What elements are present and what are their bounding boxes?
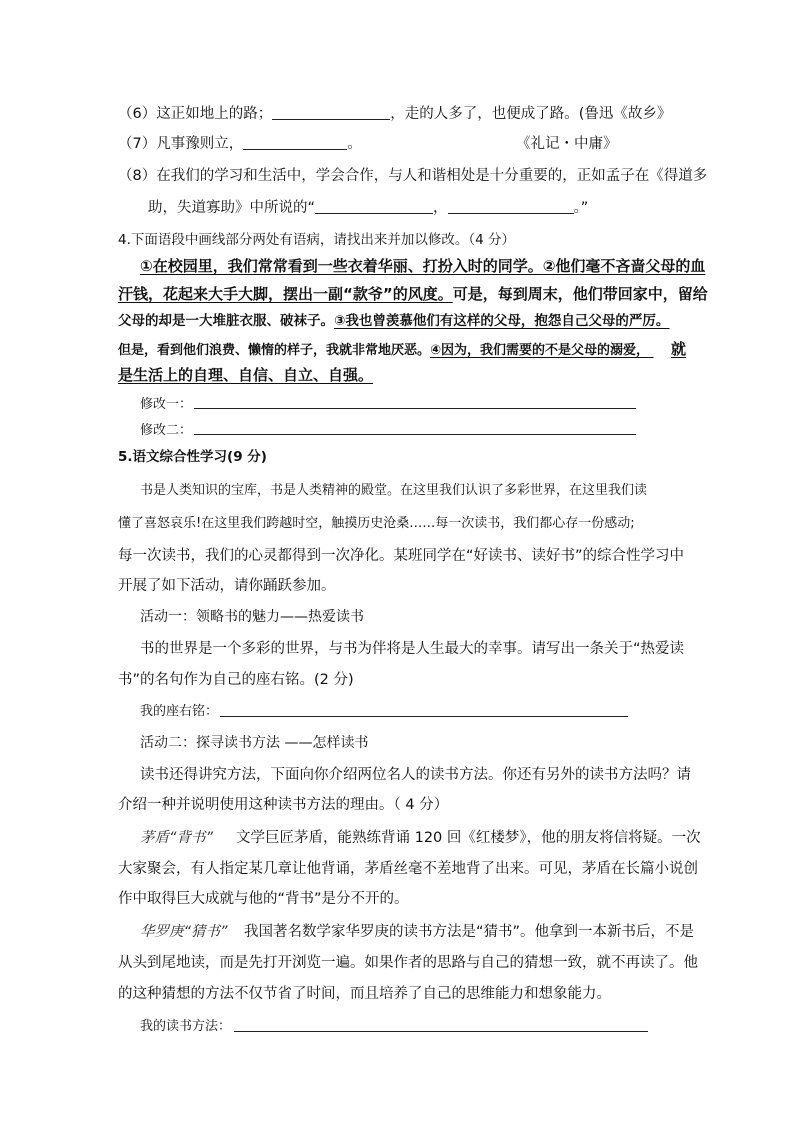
passage-sentence: ②他们毫不吝啬父母的血 — [542, 257, 706, 275]
underline-gap — [649, 341, 671, 361]
question-text: 这正如地上的路； — [156, 106, 273, 122]
question-5-title: 5.语文综合性学习(9 分) — [118, 449, 267, 465]
mao-dun-heading: 茅盾“背书” — [140, 830, 214, 846]
passage-sentence: 但是，看到他们浪费、懒惰的样子，我就非常地厌恶。 — [118, 343, 431, 358]
activity-1-line-2: 书”的名句作为自己的座右铭。(2 分) — [118, 672, 354, 688]
passage-line-2 — [118, 284, 708, 304]
answer-blank[interactable] — [243, 134, 347, 150]
question-8-line2 — [148, 198, 588, 218]
passage-sentence: ③我也曾羡慕他们有这样的父母，抱怨自己父母的严厉。 — [334, 313, 670, 329]
question-text: 助，失道寡助》中所说的“ — [148, 200, 316, 216]
question-7 — [118, 134, 362, 154]
passage-sentence: 是生活上的自理、自信、自立、自强。 — [118, 366, 374, 384]
hua-luogeng-line-2: 从头到尾地读，而是先打开浏览一遍。如果作者的思路与自己的猜想一致，就不再读了。他 — [118, 955, 698, 971]
mao-dun-line-1: 文学巨匠茅盾，能熟练背诵 120 回《红楼梦》，他的朋友将信将疑。一次 — [236, 830, 701, 846]
activity-2-title: 活动二：探寻读书方法 ——怎样读书 — [140, 735, 369, 751]
method-answer-line[interactable] — [234, 1031, 648, 1032]
question-8 — [118, 166, 707, 186]
method-label: 我的读书方法： — [140, 1019, 232, 1034]
question-number: （6） — [118, 106, 157, 122]
mao-dun-line-3: 作中取得巨大成就与他的“背书”是分不开的。 — [118, 891, 409, 907]
passage-sentence: ①在校园里，我们常常看到一些衣着华丽、打扮入时的同学。 — [140, 257, 543, 275]
question-4-title: 4.下面语段中画线部分两处有语病，请找出来并加以修改。（4 分） — [118, 232, 516, 248]
question-number: （8） — [118, 168, 157, 184]
question-6 — [118, 104, 671, 124]
question-text: 凡事豫则立， — [156, 136, 244, 152]
fix-2-label: 修改二： — [140, 423, 193, 438]
activity-1-line-1: 书的世界是一个多彩的世界，与书为伴将是人生最大的幸事。请写出一条关于“热爱读 — [140, 641, 685, 657]
passage-sentence: 父母的却是一大堆脏衣服、破袜子。 — [118, 313, 334, 329]
intro-line-4: 开展了如下活动，请你踊跃参加。 — [118, 578, 336, 594]
hua-luogeng-heading: 华罗庚“猜书” — [140, 924, 228, 940]
answer-blank[interactable] — [315, 198, 433, 214]
hua-luogeng-line-1: 我国著名数学家华罗庚的读书方法是“猜书”。他拿到一本新书后，不是 — [244, 924, 695, 940]
question-7-source: 《礼记・中庸》 — [516, 136, 618, 152]
intro-line-3: 每一次读书，我们的心灵都得到一次净化。某班同学在“好读书、读好书”的综合性学习中 — [118, 548, 685, 564]
question-text: ，走的人多了，也便成了路。(鲁迅《故乡》 — [390, 106, 672, 122]
intro-line-2: 懂了喜怒哀乐!在这里我们跨越时空，触摸历史沧桑……每一次读书，我们都心存一份感动; — [118, 516, 635, 531]
passage-sentence: ④因为，我们需要的不是父母的溺爱， — [430, 343, 650, 358]
question-text: ， — [433, 200, 448, 216]
passage-line-5 — [118, 365, 373, 385]
activity-2-line-2: 介绍一种并说明使用这种读书方法的理由。（ 4 分） — [118, 797, 449, 813]
motto-label: 我的座右铭： — [140, 704, 219, 719]
mao-dun-line-2: 大家聚会，有人指定某几章让他背诵，茅盾丝毫不差地背了出来。可见，茅盾在长篇小说创 — [118, 861, 698, 877]
passage-line-1 — [140, 256, 705, 276]
passage-line-4 — [118, 339, 686, 361]
question-text: 。” — [573, 200, 589, 216]
intro-line-1: 书是人类知识的宝库，书是人类精神的殿堂。在这里我们认识了多彩世界，在这里我们读 — [140, 483, 648, 498]
passage-sentence: 汗钱，花起来大手大脚，摆出一副“款爷”的风度。 — [118, 285, 453, 303]
activity-1-title: 活动一：领略书的魅力——热爱读书 — [140, 609, 364, 625]
fix-1-answer-line[interactable] — [194, 408, 636, 409]
passage-sentence: 就 — [671, 340, 687, 358]
question-text: 在我们的学习和生活中，学会合作，与人和谐相处是十分重要的，正如孟子在《得道多 — [156, 168, 708, 184]
fix-1-label: 修改一： — [140, 397, 193, 412]
passage-sentence: 可是，每到周末，他们带回家中，留给 — [452, 285, 708, 303]
motto-answer-line[interactable] — [220, 716, 628, 717]
hua-luogeng-line-3: 的这种猜想的方法不仅节省了时间，而且培养了自己的思维能力和想象能力。 — [118, 986, 611, 1002]
question-number: （7） — [118, 136, 157, 152]
answer-blank[interactable] — [448, 198, 574, 214]
fix-2-answer-line[interactable] — [194, 434, 636, 435]
activity-2-line-1: 读书还得讲究方法，下面向你介绍两位名人的读书方法。你还有另外的读书方法吗？请 — [140, 767, 691, 783]
question-text: 。 — [347, 136, 362, 152]
passage-line-3 — [118, 311, 669, 331]
answer-blank[interactable] — [272, 104, 390, 120]
